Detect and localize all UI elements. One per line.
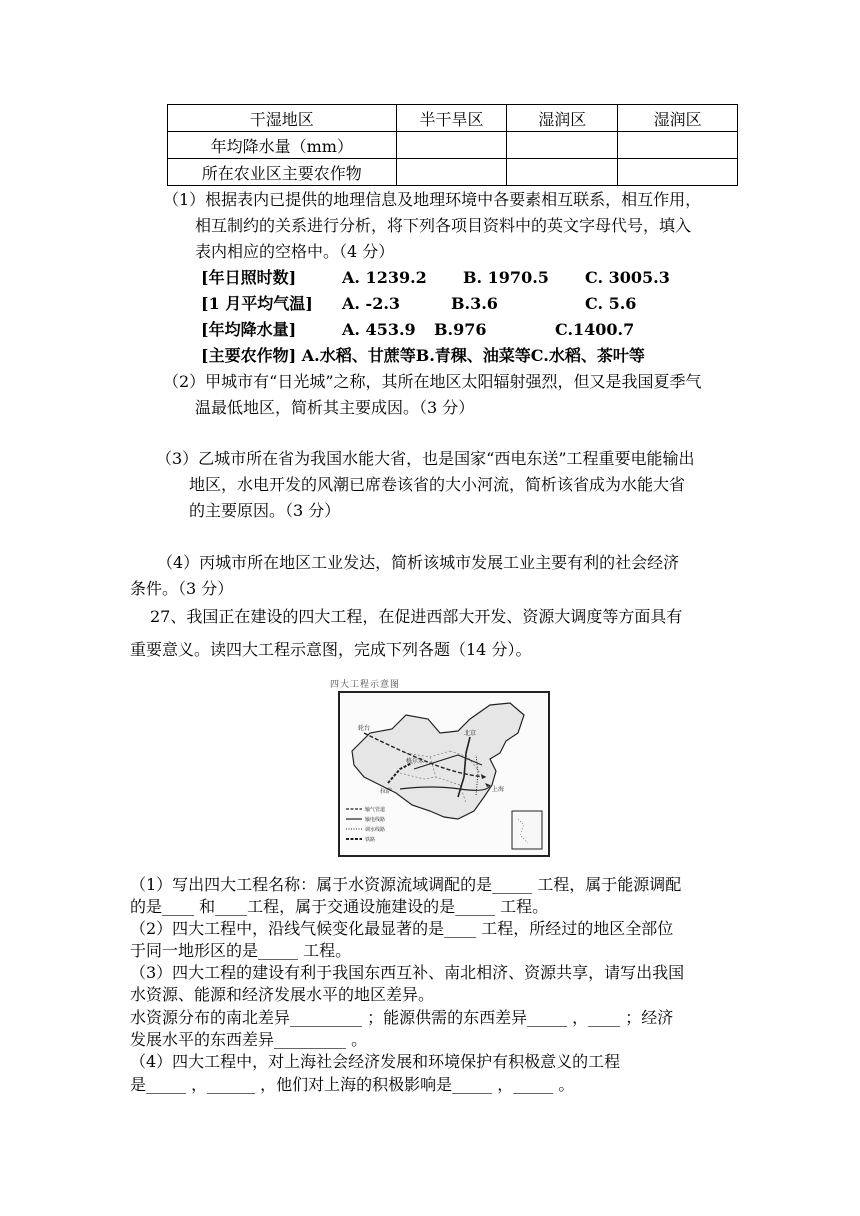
option-a: A. 453.9 <box>342 320 416 339</box>
table-cell <box>618 132 738 159</box>
sub4-line-1: （4）四大工程中，对上海社会经济发展和环境保护有积极意义的工程 <box>130 1052 621 1071</box>
sub3-line-4: 发展水平的东西差异_________ 。 <box>130 1030 368 1049</box>
q27-line-2: 重要意义。读四大工程示意图，完成下列各题（14 分）。 <box>130 640 532 659</box>
sub4-line-2: 是_____ ，______ ，他们对上海的积极影响是_____ ，_____ 。 <box>130 1075 575 1094</box>
option-c: C. 3005.3 <box>585 268 670 287</box>
table-row <box>168 132 738 159</box>
legend-label: 输气管道 <box>365 807 386 813</box>
q3-line-3: 的主要原因。（3 分） <box>189 501 341 520</box>
four-projects-map <box>338 691 550 857</box>
q4-line-2: 条件。（3 分） <box>130 579 234 598</box>
table-cell <box>507 159 618 186</box>
table-row-label: 所在农业区主要农作物 <box>168 159 397 186</box>
city-label: 格尔木 <box>406 759 425 765</box>
option-label: [1 月平均气温] <box>201 294 313 313</box>
q1-line-2: 相互制约的关系进行分析，将下列各项目资料中的英文字母代号，填入 <box>195 216 692 235</box>
legend-label: 调水线路 <box>365 827 386 833</box>
crops-options: [主要农作物] A.水稻、甘蔗等B.青稞、油菜等C.水稻、茶叶等 <box>201 346 645 365</box>
option-a: A. 1239.2 <box>342 268 427 287</box>
city-label: 拉萨 <box>380 789 393 795</box>
sub1-line-1: （1）写出四大工程名称：属于水资源流域调配的是_____ 工程，属于能源调配 <box>130 875 682 894</box>
option-c: C.1400.7 <box>555 320 635 339</box>
table-header-cell: 湿润区 <box>507 105 618 132</box>
table-header-cell: 湿润区 <box>618 105 738 132</box>
map-caption-cropped <box>330 672 550 690</box>
sub3-line-3: 水资源分布的南北差异_________ ；能源供需的东西差异_____ ，____ ；经济 <box>130 1008 674 1027</box>
option-label: [年日照时数] <box>201 268 297 287</box>
sub1-line-2: 的是____ 和____工程，属于交通设施建设的是_____ 工程。 <box>130 897 549 916</box>
q4-line-1: （4）丙城市所在地区工业发达，简析该城市发展工业主要有利的社会经济 <box>157 553 680 572</box>
option-b: B.976 <box>434 320 487 339</box>
q3-line-2: 地区，水电开发的风潮已席卷该省的大小河流，简析该省成为水能大省 <box>189 475 686 494</box>
table-cell <box>396 132 507 159</box>
q27-line-1: 27、我国正在建设的四大工程，在促进西部大开发、资源大调度等方面具有 <box>150 607 683 626</box>
option-c: C. 5.6 <box>585 294 637 313</box>
legend-label: 铁路 <box>365 837 376 843</box>
option-label: [年均降水量] <box>201 320 297 339</box>
q3-line-1: （3）乙城市所在省为我国水能大省，也是国家“西电东送”工程重要电能输出 <box>156 449 695 468</box>
q1-line-3: 表内相应的空格中。（4 分） <box>195 242 395 261</box>
option-b: B. 1970.5 <box>463 268 549 287</box>
table-row-label: 年均降水量（mm） <box>168 132 397 159</box>
q2-line-1: （2）甲城市有“日光城”之称，其所在地区太阳辐射强烈，但又是我国夏季气 <box>163 372 702 391</box>
q1-line-1: （1）根据表内已提供的地理信息及地理环境中各要素相互联系，相互作用， <box>163 190 702 209</box>
sub2-line-1: （2）四大工程中，沿线气候变化最显著的是____ 工程，所经过的地区全部位 <box>130 919 674 938</box>
map-caption-text: 四大工程示意图 <box>330 680 401 690</box>
china-map-svg <box>340 693 548 855</box>
climate-table <box>167 104 738 186</box>
option-b: B.3.6 <box>451 294 498 313</box>
sub2-line-2: 于同一地形区的是_____ 工程。 <box>130 941 352 960</box>
table-cell <box>396 159 507 186</box>
city-label: 轮台 <box>358 726 371 732</box>
city-label: 北京 <box>464 731 477 737</box>
city-label: 上海 <box>492 787 505 793</box>
table-cell <box>618 159 738 186</box>
sub3-line-1: （3）四大工程的建设有利于我国东西互补、南北相济、资源共享，请写出我国 <box>130 963 685 982</box>
q2-line-2: 温最低地区，简析其主要成因。（3 分） <box>195 398 475 417</box>
table-cell <box>507 132 618 159</box>
map-legend <box>346 806 385 843</box>
table-header-cell: 干湿地区 <box>168 105 397 132</box>
table-header-cell: 半干旱区 <box>396 105 507 132</box>
sub3-line-2: 水资源、能源和经济发展水平的地区差异。 <box>130 985 435 1004</box>
south-china-sea-inset <box>512 811 542 849</box>
option-a: A. -2.3 <box>342 294 401 313</box>
legend-label: 输电线路 <box>365 817 386 823</box>
table-header-row <box>168 105 738 132</box>
table-row <box>168 159 738 186</box>
